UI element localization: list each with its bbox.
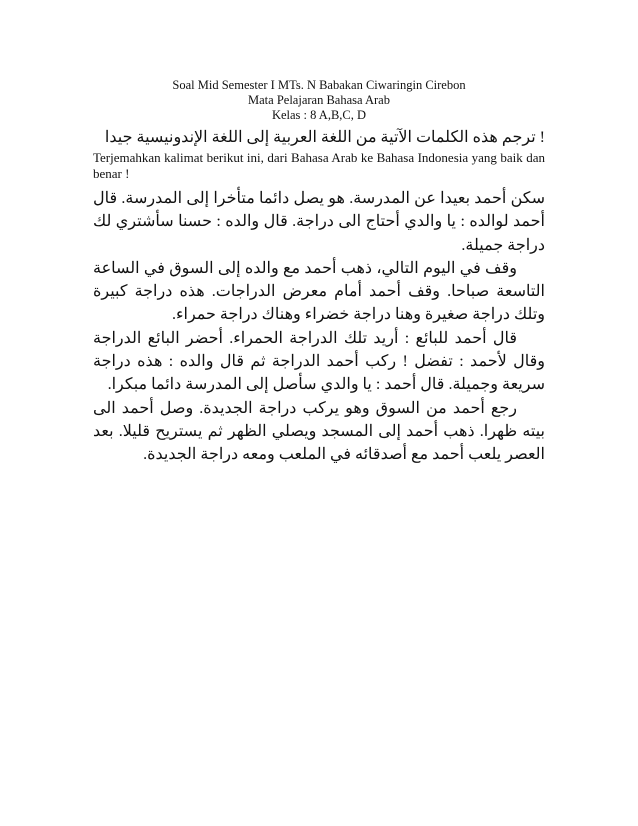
passage-paragraph: سكن أحمد بعيدا عن المدرسة. هو يصل دائما متأخرا إلى المدرسة. قال أحمد لوالده : يا والدي أحتاج الى دراجة. قال والده : حسنا سأشتري لك دراجة جميلة. [93,190,545,254]
passage-paragraph: قال أحمد للبائع : أريد تلك الدراجة الحمراء. أحضر البائع الدراجة وقال لأحمد : تفضل ! ركب أحمد الدراجة ثم قال والده : هذه دراجة سريعة وجميلة. قال أحمد : يا والدي سأصل إلى المدرسة دائما مبكرا. [93,329,545,394]
document-header [0,78,638,123]
instruction-indonesian: Terjemahkan kalimat berikut ini, dari Bahasa Arab ke Bahasa Indonesia yang baik dan benar ! [93,150,545,181]
header-class: Kelas : 8 A,B,C, D [271,108,367,122]
passage-paragraph: رجع أحمد من السوق وهو يركب دراجة الجديدة. وصل أحمد الى بيته ظهرا. ذهب أحمد إلى المسجد ويصلي الظهر ثم يستريح قليلا. بعد العصر يلعب أحمد مع أصدقائه في الملعب ومعه دراجة الجديدة. [93,399,545,464]
header-subject: Mata Pelajaran Bahasa Arab [248,93,390,107]
instruction-arabic: ! ترجم هذه الكلمات الآتية من اللغة العربية إلى اللغة الإندونيسية جيدا [104,129,545,146]
passage-paragraph: وقف في اليوم التالي، ذهب أحمد مع والده إلى السوق في الساعة التاسعة صباحا. وقف أحمد أمام معرض الدراجات. هذه دراجة كبيرة وتلك دراجة صغيرة وهنا دراجة خضراء وهناك دراجة حمراء. [93,259,545,324]
header-school-title: Soal Mid Semester I MTs. N Babakan Ciwaringin Cirebon [172,78,466,92]
arabic-passage [93,187,545,467]
